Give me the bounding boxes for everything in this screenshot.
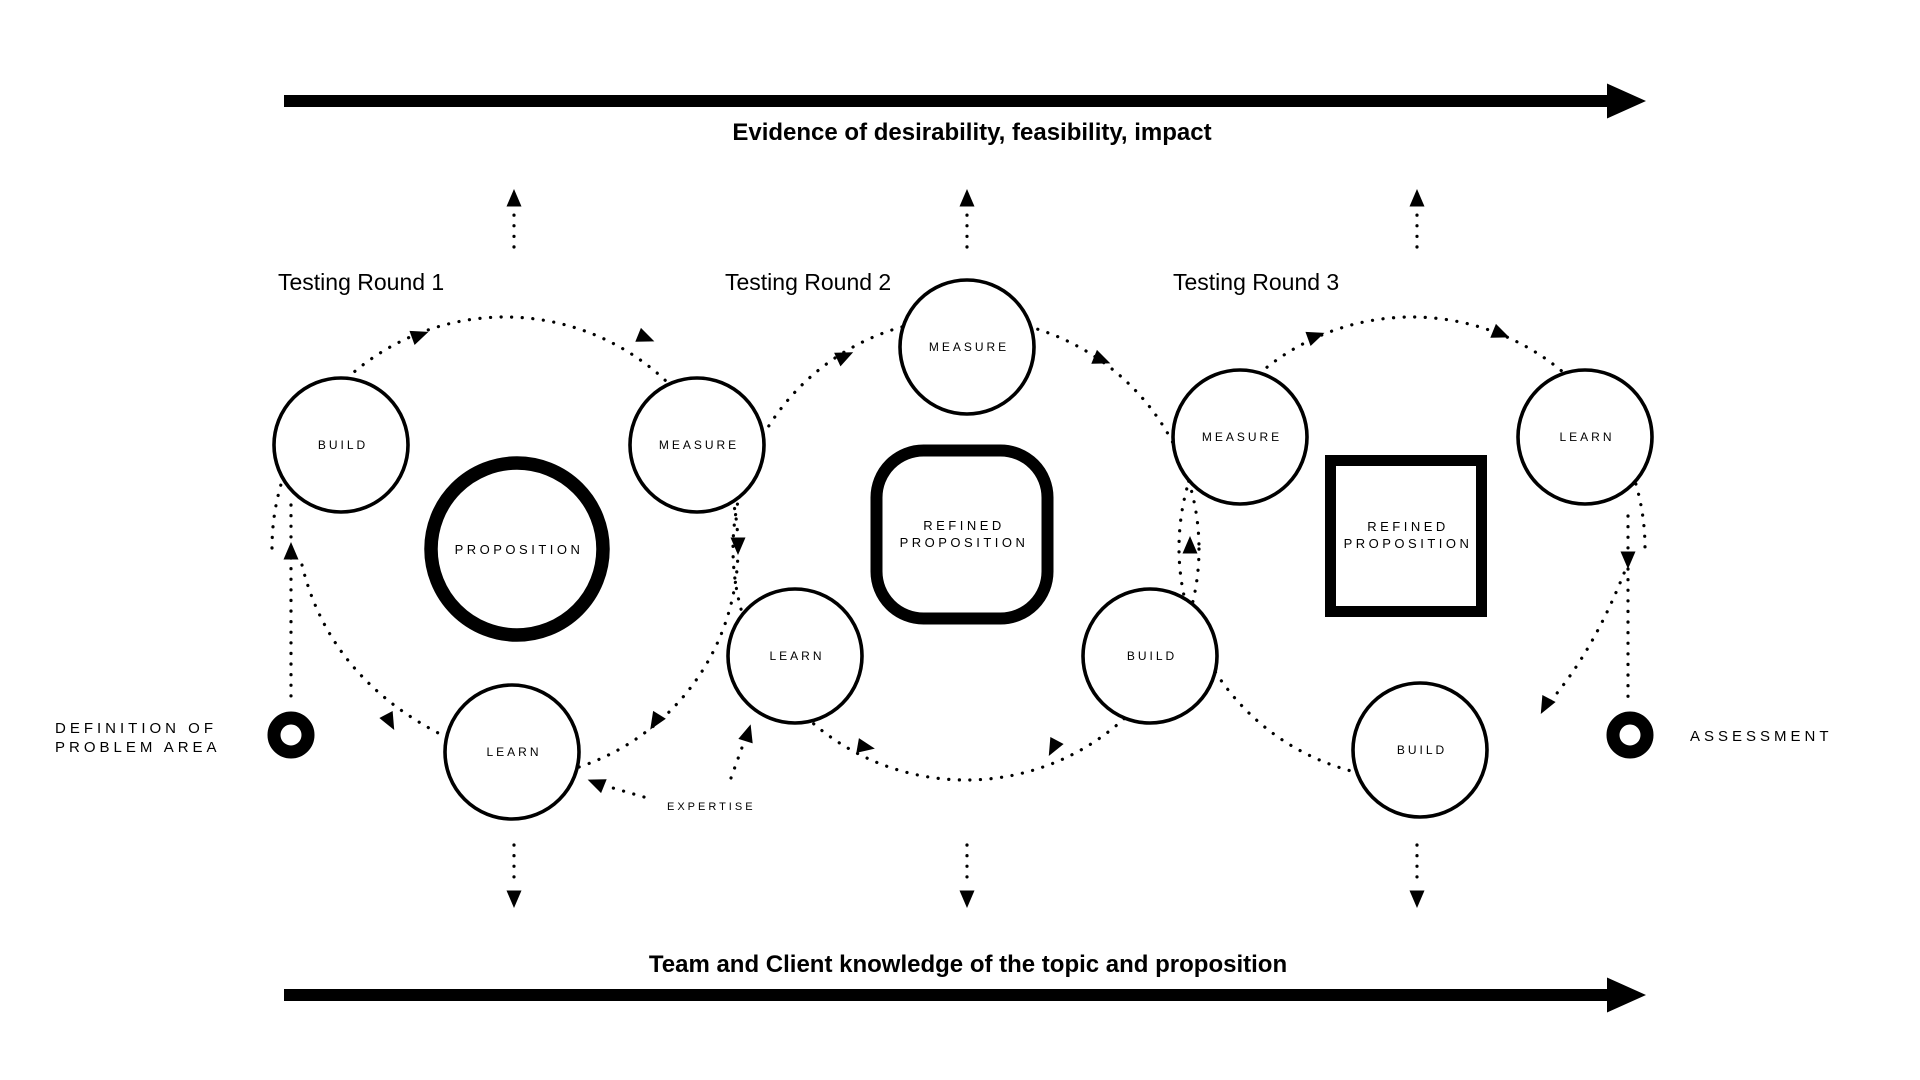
round-3-build-connector — [1548, 563, 1628, 704]
arrowhead-r3-down — [1410, 891, 1425, 909]
round-1-center-label: PROPOSITION — [454, 542, 584, 557]
arrowhead-r3-top-right — [1490, 324, 1512, 344]
arrowhead-expertise-to-learn-1 — [585, 773, 607, 793]
arrowhead-r3-up — [1410, 189, 1425, 207]
round-3-build-label: BUILD — [1396, 743, 1448, 757]
round-2-center-label-line2: PROPOSITION — [899, 535, 1029, 550]
round-2-title: Testing Round 2 — [725, 269, 892, 295]
arrowhead-r2-bottom-left — [856, 738, 876, 756]
expertise-to-learn-2-line — [731, 742, 744, 778]
arrowhead-assessment-exit-down — [1621, 552, 1636, 570]
arrowhead-r2-bottom-right — [1042, 737, 1063, 759]
problem-area-label-line1: DEFINITION OF — [55, 720, 217, 737]
round-2-build-label: BUILD — [1126, 649, 1178, 663]
round-1-title: Testing Round 1 — [278, 269, 445, 295]
arrowhead-r1-top-left — [409, 325, 431, 345]
expertise-to-learn-1-line — [606, 786, 644, 797]
round-3-title: Testing Round 3 — [1173, 269, 1340, 295]
round-1-learn-label: LEARN — [486, 745, 542, 759]
arrowhead-problem-entry-up — [284, 542, 299, 560]
arrowhead-r1-top-right — [635, 328, 657, 348]
arrowhead-r3-bottom-right — [1534, 695, 1555, 717]
arrowhead-r2-up — [960, 189, 975, 207]
top-axis-arrow — [284, 84, 1646, 119]
assessment-ring — [1613, 718, 1647, 752]
expertise-label: EXPERTISE — [667, 801, 756, 813]
arrowhead-junction-2-3-up — [1183, 536, 1198, 554]
problem-area-ring — [274, 718, 308, 752]
problem-area-label-line2: PROBLEM AREA — [55, 739, 221, 756]
top-axis-label: Evidence of desirability, feasibility, impact — [732, 119, 1212, 146]
arrowhead-expertise-to-learn-2 — [738, 722, 757, 743]
assessment-label: ASSESSMENT — [1690, 728, 1833, 745]
arrowhead-r2-down — [960, 891, 975, 909]
round-1-build-label: BUILD — [317, 438, 369, 452]
arrowhead-r3-top-left — [1305, 326, 1327, 346]
arrowhead-r2-top-right — [1091, 350, 1113, 370]
arrowhead-r1-bottom-right — [644, 711, 666, 734]
arrowhead-r1-bottom-left — [379, 711, 400, 733]
round-3-center-label-line2: PROPOSITION — [1343, 536, 1473, 551]
bottom-axis-label: Team and Client knowledge of the topic and proposition — [648, 951, 1288, 978]
round-2-center-label-line1: REFINED — [923, 518, 1005, 533]
round-3-measure-label: MEASURE — [1201, 430, 1283, 444]
round-1-learn-connector — [302, 565, 448, 738]
round-3-center-label-line1: REFINED — [1367, 519, 1449, 534]
round-1-measure-label: MEASURE — [658, 438, 740, 452]
arrowhead-r1-up — [507, 189, 522, 207]
bottom-axis-arrow — [284, 978, 1646, 1013]
expertise-connectors — [606, 742, 744, 797]
round-2-learn-label: LEARN — [769, 649, 825, 663]
round-2-measure-label: MEASURE — [928, 340, 1010, 354]
arrowhead-r1-down — [507, 891, 522, 909]
round-3-learn-label: LEARN — [1559, 430, 1615, 444]
arrowhead-r2-top-left — [834, 345, 856, 366]
